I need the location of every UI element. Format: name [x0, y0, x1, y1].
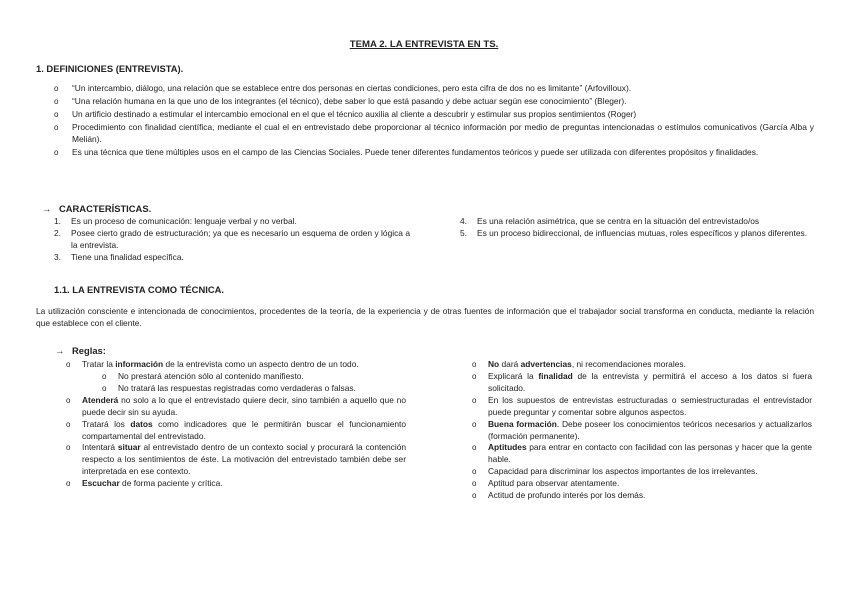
list-item: o Actitud de profundo interés por los demás. [470, 490, 812, 502]
item-text: Es un proceso de comunicación: lenguaje verbal y no verbal. [71, 216, 297, 226]
list-item [460, 216, 812, 228]
list-item: o Procedimiento con finalidad científica, mediante el cual el en entrevistado debe proporcionar al técnico información por medio de preguntas intencionadas o estímulos comunicativos (García Alba y Melián). [52, 122, 814, 146]
rule-text: de la entrevista y permitirá el acceso a los datos si fuera solicitado. [488, 370, 812, 393]
list-item [470, 371, 812, 395]
rule-keyword: Buena formación [488, 418, 557, 429]
rule-text: como indicadores que le permitirán buscar el funcionamiento compartamental del entrevistado. [82, 418, 406, 441]
item-number: 3. [54, 251, 61, 262]
rule-keyword: Aptitudes [488, 442, 527, 453]
item-number: 5. [460, 227, 467, 238]
rule-text: al entrevistado dentro de un contexto social y procurará la contención respecto a los sentimientos de éste. La motivación del entrevistado también debe ser interpretada en ese contexto. [82, 442, 407, 477]
item-text: Posee cierto grado de estructuración; ya que es necesario un esquema de orden y lógica a la entrevista. [71, 227, 410, 250]
list-item [54, 228, 410, 252]
list-item: o Es una técnica que tiene múltiples usos en el campo de las Ciencias Sociales. Puede tener diferentes fundamentos teóricos y puede ser utilizada con diferentes propósitos y finalidades. [52, 147, 814, 159]
list-item: o “Una relación humana en la que uno de los integrantes (el técnico), debe saber lo que está pasando y debe actuar según ese conocimiento” (Bleger). [52, 96, 814, 108]
item-number: 4. [460, 216, 467, 226]
rule-keyword: No [488, 359, 500, 369]
list-item [54, 216, 410, 228]
section-heading-tecnica: 1.1. LA ENTREVISTA COMO TÉCNICA. [54, 284, 224, 295]
item-number: 2. [54, 227, 61, 238]
list-item [64, 395, 406, 419]
list-item: o En los supuestos de entrevistas estructuradas o semiestructuradas el entrevistador puede preguntar y comentar sobre algunos aspectos. [470, 395, 812, 419]
list-item [470, 442, 812, 466]
rule-text: Tratará los [82, 418, 131, 429]
list-item: o Capacidad para discriminar los aspectos importantes de los irrelevantes. [470, 466, 812, 478]
rule-text: , ni recomendaciones morales. [571, 359, 686, 369]
sub-list-item: o No prestará atención sólo al contenido manifiesto. [100, 371, 406, 383]
caracteristicas-title: CARACTERÍSTICAS. [59, 203, 152, 214]
rule-keyword: información [115, 359, 164, 369]
list-item: o Un artificio destinado a estimular el intercambio emocional en el que el técnico auxilia al cliente a descubrir y estimular sus propios sentimientos (Roger) [52, 109, 814, 121]
arrow-icon: → [42, 203, 52, 214]
sub-list [82, 371, 406, 395]
item-text: Tiene una finalidad específica. [71, 251, 184, 262]
list-item [470, 359, 812, 371]
item-text: Es un proceso bidireccional, de influencias mutuas, roles específicos y planos diferentes. [477, 227, 808, 238]
reglas-title: Reglas: [72, 345, 106, 356]
arrow-icon: → [55, 345, 65, 356]
sub-list-item: o No tratará las respuestas registradas como verdaderas o falsas. [100, 383, 406, 395]
rule-text: de la entrevista como un aspecto dentro de un todo. [163, 359, 359, 369]
rule-text: Intentará [82, 442, 118, 453]
item-number: 1. [54, 216, 61, 226]
item-text: Es una relación asimétrica, que se centra en la situación del entrevistado/os [477, 216, 760, 226]
document-title: TEMA 2. LA ENTREVISTA EN TS. [349, 39, 499, 50]
tecnica-paragraph: La utilización consciente e intencionada de conocimientos, procedentes de la teoría, de la experiencia y de otras fuentes de información que el trabajador social transforma en conducta, mediante la relación que establece con el cliente. [36, 306, 814, 328]
reglas-list-left [64, 359, 406, 490]
caracteristicas-heading [42, 202, 151, 215]
rule-text: Explicará la [488, 370, 539, 381]
rule-keyword: datos [130, 418, 153, 429]
caracteristicas-list-left [54, 216, 410, 264]
rule-text: no solo a lo que el entrevistado quiere decir, sino también a aquello que no puede decir sin su ayuda. [82, 394, 406, 417]
definitions-list [52, 83, 814, 160]
rule-text: para entrar en contacto con facilidad con las personas y hacer que la gente hable. [488, 442, 812, 465]
list-item [64, 419, 406, 443]
list-item [64, 478, 406, 490]
rule-keyword: Escuchar [82, 478, 120, 489]
reglas-list-right [470, 359, 812, 502]
list-item [64, 359, 406, 395]
rule-text: de forma paciente y crítica. [119, 478, 223, 489]
rule-keyword: finalidad [538, 370, 573, 381]
section-heading-definiciones: 1. DEFINICIONES (ENTREVISTA). [36, 63, 184, 74]
rule-text: . Debe poseer los conocimientos teóricos necesarios y actualizarlos (formación permanente). [488, 418, 812, 441]
rule-keyword: Atenderá [82, 394, 119, 405]
list-item [470, 419, 812, 443]
rule-keyword: situar [117, 442, 141, 453]
rule-text: dará [499, 359, 521, 369]
list-item [54, 252, 410, 264]
list-item: o Aptitud para observar atentamente. [470, 478, 812, 490]
reglas-heading [55, 344, 106, 357]
rule-text: Tratar la [82, 359, 116, 369]
caracteristicas-list-right [460, 216, 812, 240]
rule-keyword: advertencias [520, 359, 572, 369]
list-item [460, 228, 812, 240]
list-item [64, 442, 406, 478]
list-item: o “Un intercambio, diálogo, una relación que se establece entre dos personas en ciertas condiciones, pero esta cifra de dos no es limitante” (Arfovilloux). [52, 83, 814, 95]
